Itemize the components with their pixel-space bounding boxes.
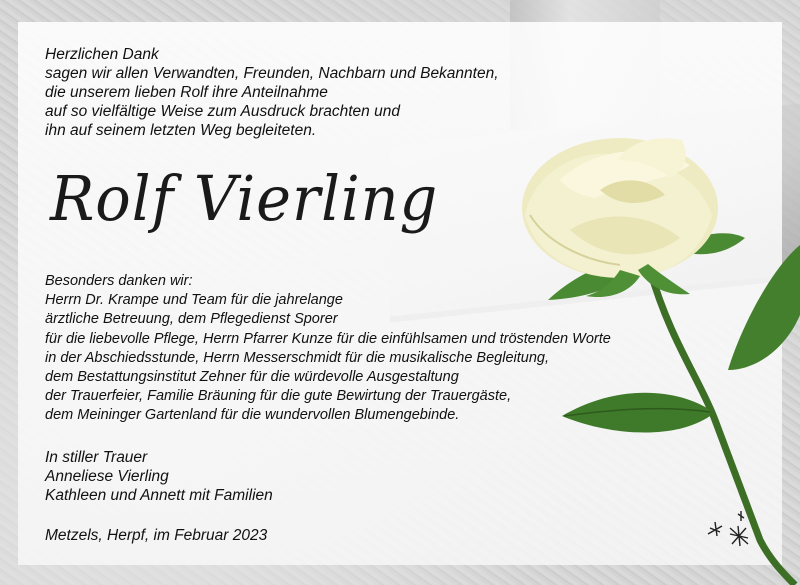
mourning-line: In stiller Trauer [45, 449, 148, 466]
thanks-line: ärztliche Betreuung, dem Pflegedienst Sporer [45, 311, 338, 328]
thanks-line: für die liebevolle Pflege, Herrn Pfarrer Kunze für die einfühlsamen und tröstenden Worte [45, 330, 611, 347]
thanks-line: Herrn Dr. Krampe und Team für die jahrelange [45, 292, 343, 309]
deceased-name: Rolf Vierling [50, 162, 439, 235]
thanks-line: Besonders danken wir: [45, 273, 193, 289]
thanks-line: in der Abschiedsstunde, Herrn Messerschmidt für die musikalische Begleitung, [45, 349, 549, 366]
intro-line: ihn auf seinem letzten Weg begleiteten. [45, 122, 317, 139]
intro-line: auf so vielfältige Weise zum Ausdruck brachten und [45, 103, 400, 120]
intro-line: sagen wir allen Verwandten, Freunden, Nachbarn und Bekannten, [45, 65, 499, 82]
thanks-line: dem Meininger Gartenland für die wundervollen Blumengebinde. [45, 407, 460, 424]
small-ornament-icon [700, 508, 756, 548]
intro-line: Herzlichen Dank [45, 46, 159, 63]
mourning-line: Kathleen und Annett mit Familien [45, 487, 273, 504]
mourning-signature [45, 448, 273, 505]
mourning-line: Anneliese Vierling [45, 468, 169, 485]
thanks-line: dem Bestattungsinstitut Zehner für die würdevolle Ausgestaltung [45, 369, 459, 386]
intro-line: die unserem lieben Rolf ihre Anteilnahme [45, 84, 328, 101]
place-date: Metzels, Herpf, im Februar 2023 [45, 527, 268, 544]
intro-text [45, 45, 499, 140]
thanks-line: der Trauerfeier, Familie Bräuning für die gute Bewirtung der Trauergäste, [45, 388, 512, 405]
